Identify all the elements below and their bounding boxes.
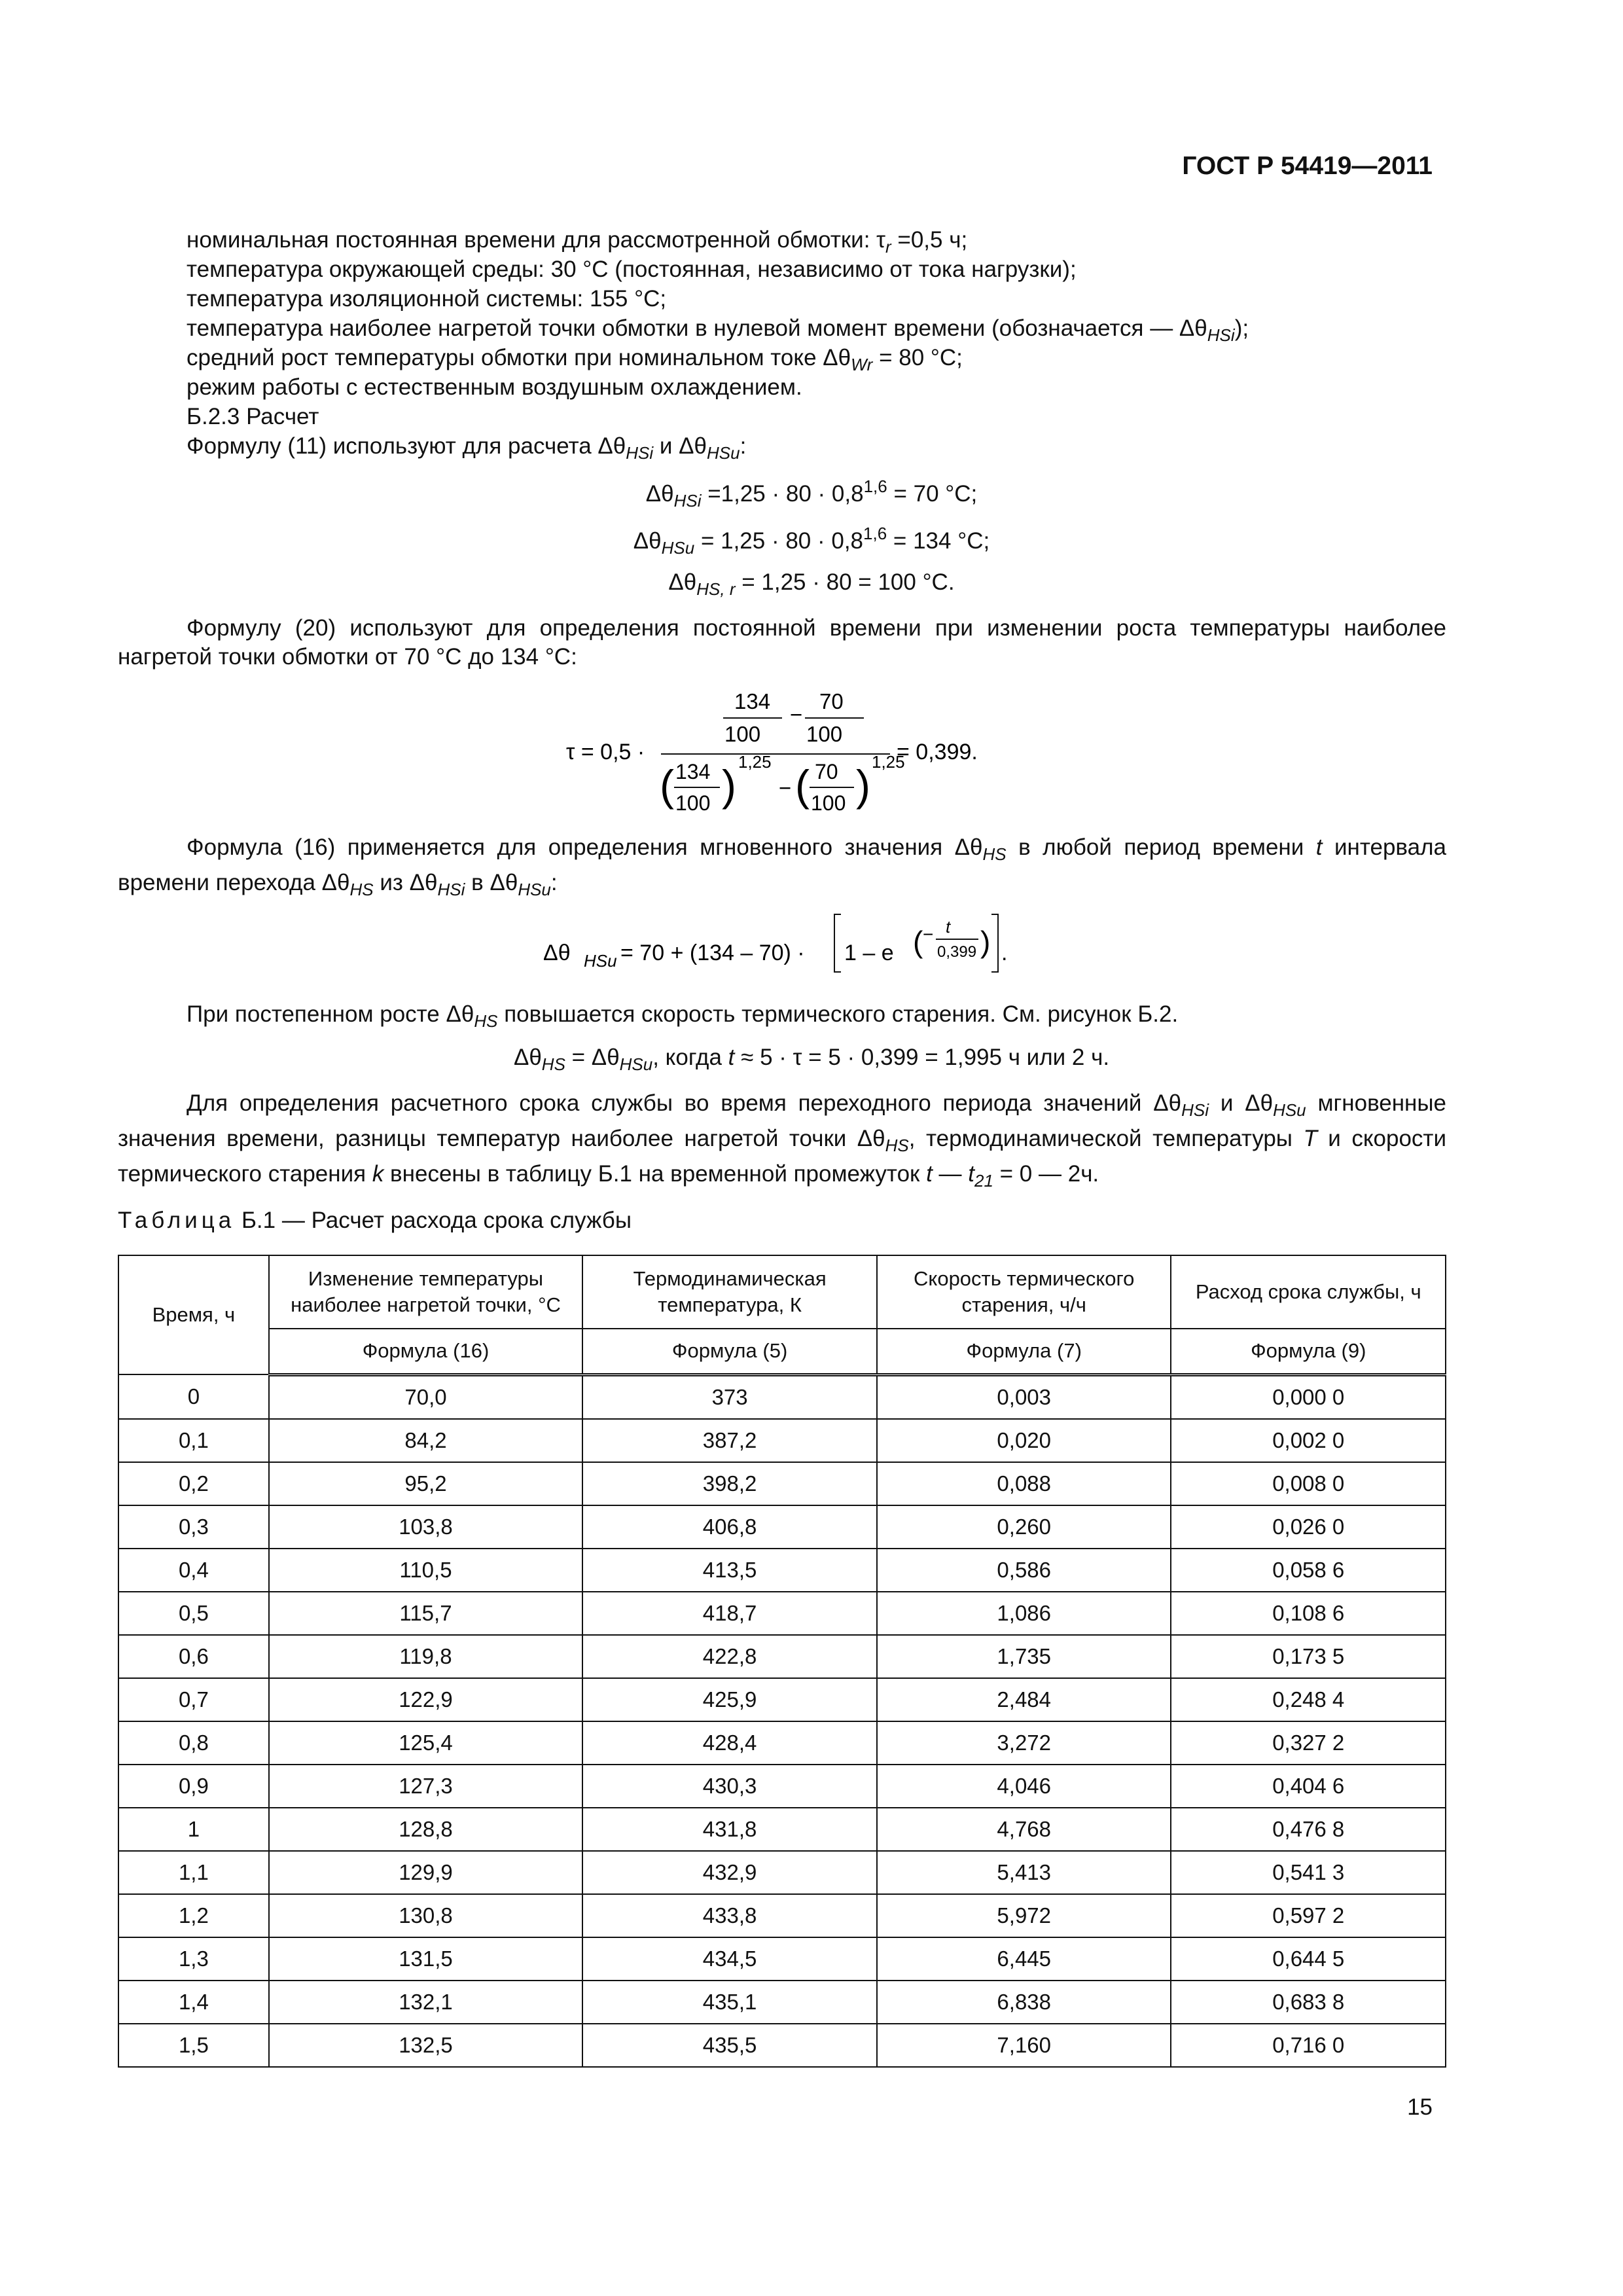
table-cell: 435,5 [582, 2024, 877, 2067]
subheader-formula9: Формула (9) [1171, 1329, 1446, 1374]
header-time: Время, ч [118, 1255, 269, 1374]
table-cell: 125,4 [269, 1721, 582, 1765]
table-row [118, 1937, 1446, 1981]
f16-minus: − [923, 924, 934, 944]
table-cell: 3,272 [877, 1721, 1171, 1765]
svg-text:): ) [722, 761, 736, 810]
table-cell: 430,3 [582, 1765, 877, 1808]
table-row [118, 1808, 1446, 1851]
table-cell: 0,327 2 [1171, 1721, 1446, 1765]
formula-time: $\Delta\theta_{HS} = \Delta\theta_{HSu}$, когда t ≈ 5 · τ = 5 · 0,399 = 1,995 ч или 2 ч. [513, 1045, 1110, 1074]
table-cell: 1,5 [118, 2024, 269, 2067]
table-cell: 128,8 [269, 1808, 582, 1851]
table-row [118, 1462, 1446, 1505]
table-cell: 0,541 3 [1171, 1851, 1446, 1894]
table-cell: 4,768 [877, 1808, 1171, 1851]
header-aging-rate: Скорость термического старения, ч/ч [877, 1255, 1171, 1329]
table-cell: 0,5 [118, 1592, 269, 1635]
table-cell: 127,3 [269, 1765, 582, 1808]
table-cell: 0,260 [877, 1505, 1171, 1549]
document-header: ГОСТ Р 54419—2011 [1182, 152, 1433, 180]
table-cell: 0,003 [877, 1374, 1171, 1419]
table-cell: 0,108 6 [1171, 1592, 1446, 1635]
tau-dn2: 70 [815, 760, 838, 783]
table-cell: 418,7 [582, 1592, 877, 1635]
tau-lhs: τ = 0,5 · [566, 740, 645, 764]
table-cell: 433,8 [582, 1894, 877, 1937]
table-row [118, 1549, 1446, 1592]
table-cell: 398,2 [582, 1462, 877, 1505]
table-cell: 0,476 8 [1171, 1808, 1446, 1851]
tau-exp1: 1,25 [738, 752, 772, 772]
table-row [118, 1374, 1446, 1419]
table-cell: 0,248 4 [1171, 1678, 1446, 1721]
paragraph-table-intro: Для определения расчетного срока службы во время переходного периода значений $\Delta\theta_{HSi}$ и $\Delta\theta_{HSu}$ мгновенные значения времени, разницы температур наиболее нагретой точки $\Delta\theta_{HS}$, термодинамической температуры T и скорости термического старения k внесены в таблицу Б.1 на временной промежуток t — $t_{21} = 0$ — 2ч. [118, 1090, 1447, 1191]
table-cell: 122,9 [269, 1678, 582, 1721]
subheader-formula16: Формула (16) [269, 1329, 582, 1374]
paragraph-formula20: Формулу (20) используют для определения постоянной времени при изменении роста температуры наиболее нагретой точки обмотки от 70 °С до 134 °С: [118, 615, 1446, 670]
formula-hsu: $\Delta\theta_{HSu} = 1,25 \cdot 80 \cdot 0,8^{1,6} = 134$ °С; [633, 524, 990, 558]
table-cell: 0,404 6 [1171, 1765, 1446, 1808]
table-cell: 0,2 [118, 1462, 269, 1505]
intro-line-hotspot: температура наиболее нагретой точки обмотки в нулевой момент времени (обозначается — $\Delta\theta_{HSi}$); [187, 315, 1249, 345]
table-cell: 0,8 [118, 1721, 269, 1765]
table-cell: 0,644 5 [1171, 1937, 1446, 1981]
table-cell: 0,020 [877, 1419, 1171, 1462]
section-heading: Б.2.3 Расчет [187, 404, 319, 429]
table-row [118, 1765, 1446, 1808]
table-cell: 1,1 [118, 1851, 269, 1894]
table-row [118, 2024, 1446, 2067]
intro-line-time-constant: номинальная постоянная времени для рассмотренной обмотки: $\tau_r =0,5$ ч; [187, 227, 968, 257]
tau-dd1: 100 [675, 791, 711, 815]
header-temp-change: Изменение температуры наиболее нагретой точки, °С [269, 1255, 582, 1329]
table-cell: 425,9 [582, 1678, 877, 1721]
table-cell: 0,026 0 [1171, 1505, 1446, 1549]
table-cell: 5,972 [877, 1894, 1171, 1937]
svg-text:(: ( [660, 761, 674, 810]
table-cell: 0,597 2 [1171, 1894, 1446, 1937]
table-cell: 129,9 [269, 1851, 582, 1894]
table-cell: 1,735 [877, 1635, 1171, 1678]
f16-end: . [1001, 941, 1008, 965]
table-cell: 0,7 [118, 1678, 269, 1721]
table-cell: 2,484 [877, 1678, 1171, 1721]
f16-lhs-sub: HSu [584, 951, 617, 971]
table-cell: 434,5 [582, 1937, 877, 1981]
svg-text:(: ( [913, 925, 923, 959]
f16-lhs: Δθ [543, 941, 571, 965]
tau-exp2: 1,25 [872, 752, 905, 772]
table-cell: 5,413 [877, 1851, 1171, 1894]
tau-formula [563, 691, 1060, 821]
table-cell: 435,1 [582, 1981, 877, 2024]
tau-result: = 0,399. [897, 740, 978, 764]
tau-d2: 100 [806, 722, 843, 746]
table-cell: 0,002 0 [1171, 1419, 1446, 1462]
f16-one-minus-e: 1 – e [844, 941, 894, 965]
table-cell: 0,058 6 [1171, 1549, 1446, 1592]
intro-line-cooling: режим работы с естественным воздушным охлаждением. [187, 374, 802, 400]
table-cell: 84,2 [269, 1419, 582, 1462]
f16-body: = 70 + (134 – 70) · [620, 941, 805, 965]
table-row [118, 1851, 1446, 1894]
table-cell: 406,8 [582, 1505, 877, 1549]
table-cell: 70,0 [269, 1374, 582, 1419]
intro-line-formula11: Формулу (11) используют для расчета $\Delta\theta_{HSi}$ и $\Delta\theta_{HSu}$: [187, 433, 747, 463]
table-cell: 387,2 [582, 1419, 877, 1462]
table-cell: 373 [582, 1374, 877, 1419]
table-cell: 0,586 [877, 1549, 1171, 1592]
formula-hsi: $\Delta\theta_{HSi} =1,25 \cdot 80 \cdot 0,8^{1,6} = 70$ °С; [645, 476, 978, 511]
table-row [118, 1721, 1446, 1765]
table-cell: 132,5 [269, 2024, 582, 2067]
table-cell: 0,000 0 [1171, 1374, 1446, 1419]
formula-hs-r: $\Delta\theta_{HS, r} = 1,25 \cdot 80 = 100$ °С. [668, 569, 955, 599]
table-row [118, 1419, 1446, 1462]
table-cell: 0,716 0 [1171, 2024, 1446, 2067]
table-cell: 432,9 [582, 1851, 877, 1894]
tau-n1: 134 [734, 691, 771, 713]
subheader-formula7: Формула (7) [877, 1329, 1171, 1374]
table-cell: 0,6 [118, 1635, 269, 1678]
formula-16 [543, 906, 1080, 978]
subheader-formula5: Формула (5) [582, 1329, 877, 1374]
table-cell: 431,8 [582, 1808, 877, 1851]
table-cell: 0 [118, 1374, 269, 1419]
intro-line-insulation: температура изоляционной системы: 155 °С; [187, 286, 667, 312]
table-cell: 422,8 [582, 1635, 877, 1678]
table-cell: 6,445 [877, 1937, 1171, 1981]
page-number: 15 [1407, 2094, 1433, 2120]
table-cell: 1 [118, 1808, 269, 1851]
table-cell: 1,086 [877, 1592, 1171, 1635]
table-cell: 6,838 [877, 1981, 1171, 2024]
f16-t: t [946, 917, 951, 937]
table-cell: 103,8 [269, 1505, 582, 1549]
tau-minus-bottom: − [779, 776, 792, 800]
paragraph-formula16: Формула (16) применяется для определения мгновенного значения $\Delta\theta_{HS}$ в любой период времени t интервала времени перехода $\Delta\theta_{HS}$ из $\Delta\theta_{HSi}$ в $\Delta\theta_{HSu}$: [118, 834, 1446, 899]
header-thermo-temp: Термодинамическая температура, К [582, 1255, 877, 1329]
table-cell: 0,008 0 [1171, 1462, 1446, 1505]
table-cell: 0,088 [877, 1462, 1171, 1505]
tau-dd2: 100 [811, 791, 846, 815]
svg-text:): ) [980, 925, 991, 959]
table-cell: 115,7 [269, 1592, 582, 1635]
table-row [118, 1894, 1446, 1937]
table-row [118, 1678, 1446, 1721]
table-caption: Таблица Б.1 — Расчет расхода срока службы [118, 1208, 632, 1233]
table-cell: 131,5 [269, 1937, 582, 1981]
table-row [118, 1635, 1446, 1678]
table-cell: 0,3 [118, 1505, 269, 1549]
intro-line-ambient: температура окружающей среды: 30 °С (постоянная, независимо от тока нагрузки); [187, 257, 1077, 282]
intro-line-winding-rise: средний рост температуры обмотки при номинальном токе $\Delta\theta_{Wr} = 80$ °С; [187, 345, 963, 374]
lifetime-table [118, 1255, 1446, 2068]
table-cell: 0,1 [118, 1419, 269, 1462]
table-cell: 4,046 [877, 1765, 1171, 1808]
table-cell: 428,4 [582, 1721, 877, 1765]
svg-text:(: ( [795, 761, 810, 810]
table-cell: 0,683 8 [1171, 1981, 1446, 2024]
table-cell: 1,2 [118, 1894, 269, 1937]
table-cell: 130,8 [269, 1894, 582, 1937]
table-cell: 110,5 [269, 1549, 582, 1592]
header-life-consumption: Расход срока службы, ч [1171, 1255, 1446, 1329]
table-cell: 0,9 [118, 1765, 269, 1808]
table-cell: 132,1 [269, 1981, 582, 2024]
table-cell: 413,5 [582, 1549, 877, 1592]
table-cell: 119,8 [269, 1635, 582, 1678]
table-row [118, 1592, 1446, 1635]
f16-den: 0,399 [937, 943, 977, 961]
table-cell: 0,173 5 [1171, 1635, 1446, 1678]
tau-minus-top: − [790, 702, 803, 726]
tau-dn1: 134 [675, 760, 711, 783]
table-cell: 0,4 [118, 1549, 269, 1592]
table-cell: 95,2 [269, 1462, 582, 1505]
tau-n2: 70 [819, 691, 844, 713]
table-cell: 7,160 [877, 2024, 1171, 2067]
table-row [118, 1981, 1446, 2024]
paragraph-aging: При постепенном росте $\Delta\theta_{HS}$ повышается скорость термического старения. См. рисунок Б.2. [187, 1001, 1179, 1031]
tau-d1: 100 [724, 722, 761, 746]
table-cell: 1,3 [118, 1937, 269, 1981]
table-row [118, 1505, 1446, 1549]
table-cell: 1,4 [118, 1981, 269, 2024]
svg-text:): ) [856, 761, 870, 810]
